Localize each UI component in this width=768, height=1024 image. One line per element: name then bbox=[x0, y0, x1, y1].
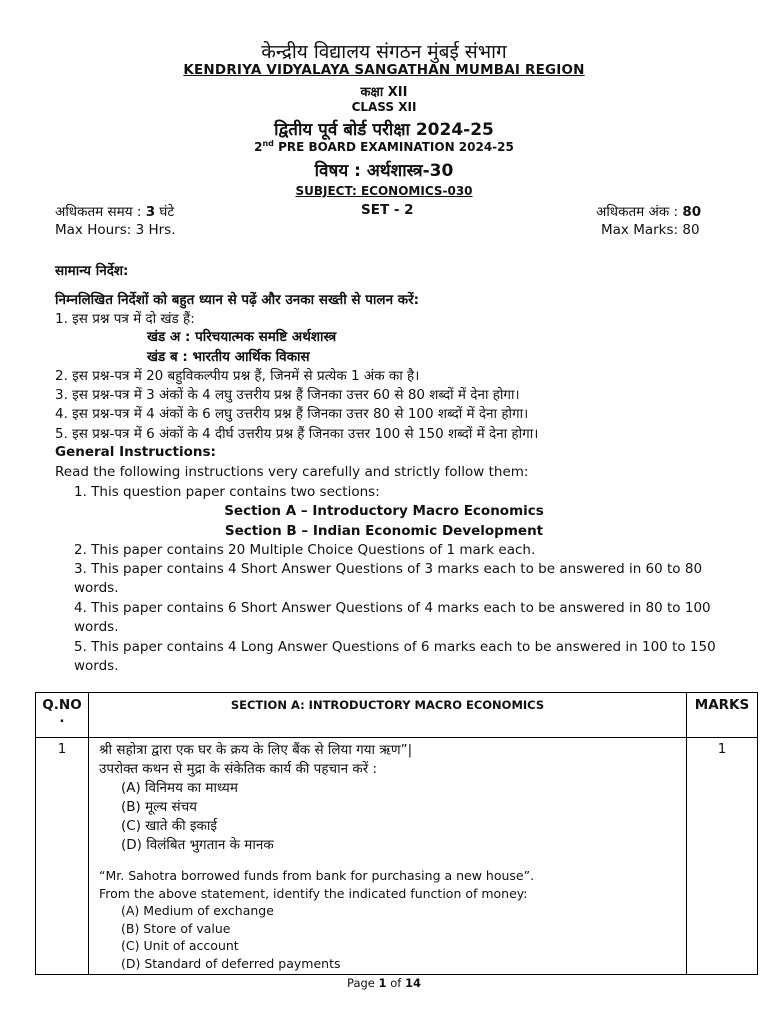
max-marks-label: अधिकतम अंक : bbox=[596, 204, 683, 220]
question-number: 1 bbox=[36, 738, 89, 975]
option-en-a: (A) Medium of exchange bbox=[121, 903, 274, 918]
exam-title-rest: PRE BOARD EXAMINATION 2024-25 bbox=[273, 140, 514, 154]
max-time-hindi bbox=[55, 202, 174, 220]
max-marks-hindi bbox=[596, 202, 701, 220]
option-hi-a: (A) विनिमय का माध्यम bbox=[121, 780, 238, 796]
footer-prefix: Page bbox=[347, 976, 379, 990]
question-body bbox=[89, 738, 687, 975]
org-title-hindi: केन्द्रीय विद्यालय संगठन मुंबई संभाग bbox=[261, 41, 507, 63]
question-marks: 1 bbox=[687, 738, 758, 975]
set-number: SET - 2 bbox=[361, 202, 414, 218]
max-time-value: 3 bbox=[145, 204, 156, 220]
instruction-en-2: 2. This paper contains 20 Multiple Choice Questions of 1 mark each. bbox=[74, 542, 536, 558]
footer-page-number: 1 bbox=[378, 976, 387, 990]
option-hi-c: (C) खाते की इकाई bbox=[121, 818, 218, 834]
exam-title-hindi: द्वितीय पूर्व बोर्ड परीक्षा 2024-25 bbox=[274, 120, 494, 140]
section-a-hindi: खंड अ : परिचयात्मक समष्टि अर्थशास्त्र bbox=[147, 329, 337, 345]
question-table bbox=[35, 692, 758, 975]
table-row bbox=[36, 738, 758, 975]
instructions-intro-english: Read the following instructions very carefully and strictly follow them: bbox=[55, 464, 529, 480]
header-qno bbox=[36, 693, 89, 738]
option-hi-d: (D) विलंबित भुगतान के मानक bbox=[121, 837, 274, 853]
class-hindi: कक्षा XII bbox=[360, 85, 408, 100]
instruction-hi-1: 1. इस प्रश्न पत्र में दो खंड हैं: bbox=[55, 311, 195, 327]
max-marks-value: 80 bbox=[682, 204, 702, 220]
section-a-english: Section A – Introductory Macro Economics bbox=[224, 503, 544, 519]
subject-english: SUBJECT: ECONOMICS-030 bbox=[295, 184, 473, 198]
option-hi-b: (B) मूल्य संचय bbox=[121, 799, 197, 815]
instruction-hi-4: 4. इस प्रश्न-पत्र में 4 अंकों के 6 लघु उत्तरीय प्रश्न हैं जिनका उत्तर 80 से 100 शब्दों में देना होगा। bbox=[55, 406, 529, 422]
header-qno-dot: . bbox=[59, 710, 65, 726]
org-title-english: KENDRIYA VIDYALAYA SANGATHAN MUMBAI REGION bbox=[183, 62, 585, 78]
instructions-heading-english: General Instructions: bbox=[55, 444, 216, 460]
question-en-line2: From the above statement, identify the indicated function of money: bbox=[99, 885, 528, 901]
section-b-hindi: खंड ब : भारतीय आर्थिक विकास bbox=[147, 349, 310, 365]
question-en-line1: “Mr. Sahotra borrowed funds from bank for purchasing a new house”. bbox=[99, 868, 535, 883]
header-qno-label: Q.NO bbox=[42, 697, 82, 713]
max-marks-english: Max Marks: 80 bbox=[601, 222, 700, 238]
question-hi-line1: श्री सहोत्रा द्वारा एक घर के क्रय के लिए बैंक से लिया गया ऋण”| bbox=[99, 742, 413, 758]
subject-hindi: विषय : अर्थशास्त्र-30 bbox=[314, 161, 454, 181]
instruction-en-3a: 3. This paper contains 4 Short Answer Questions of 3 marks each to be answered in 60 to 80 bbox=[74, 561, 703, 577]
instruction-hi-2: 2. इस प्रश्न-पत्र में 20 बहुविकल्पीय प्रश्न हैं, जिनमें से प्रत्येक 1 अंक का है। bbox=[55, 368, 420, 384]
page-footer bbox=[0, 976, 768, 990]
instruction-en-4a: 4. This paper contains 6 Short Answer Questions of 4 marks each to be answered in 80 to 100 bbox=[74, 600, 711, 616]
header-section: SECTION A: INTRODUCTORY MACRO ECONOMICS bbox=[89, 693, 687, 738]
exam-title-english bbox=[0, 139, 768, 154]
instruction-hi-3: 3. इस प्रश्न-पत्र में 3 अंकों के 4 लघु उत्तरीय प्रश्न हैं जिनका उत्तर 60 से 80 शब्दों में देना होगा। bbox=[55, 387, 520, 403]
instruction-en-4b: words. bbox=[74, 619, 119, 635]
footer-of: of bbox=[386, 976, 405, 990]
option-en-c: (C) Unit of account bbox=[121, 938, 239, 953]
section-b-english: Section B – Indian Economic Development bbox=[224, 523, 544, 539]
option-en-d: (D) Standard of deferred payments bbox=[121, 955, 341, 971]
class-english: CLASS XII bbox=[351, 100, 417, 114]
question-hi-line2: उपरोक्त कथन से मुद्रा के संकेतिक कार्य की पहचान करें : bbox=[99, 761, 378, 777]
max-time-unit: घंटे bbox=[155, 204, 175, 220]
max-hours-english: Max Hours: 3 Hrs. bbox=[55, 222, 176, 238]
instruction-hi-5: 5. इस प्रश्न-पत्र में 6 अंकों के 4 दीर्घ उत्तरीय प्रश्न हैं जिनका उत्तर 100 से 150 शब्दों में देना होगा। bbox=[55, 426, 539, 442]
max-time-label: अधिकतम समय : bbox=[55, 204, 146, 220]
header-marks: MARKS bbox=[687, 693, 758, 738]
table-header-row bbox=[36, 693, 758, 738]
option-en-b: (B) Store of value bbox=[121, 920, 231, 936]
instruction-en-1: 1. This question paper contains two sections: bbox=[74, 484, 380, 500]
instructions-heading-hindi: सामान्य निर्देश: bbox=[55, 263, 129, 279]
instructions-intro-hindi: निम्नलिखित निर्देशों को बहुत ध्यान से पढ़ें और उनका सख्ती से पालन करें: bbox=[55, 292, 420, 308]
exam-ordinal-suffix: nd bbox=[262, 139, 274, 148]
instruction-en-5a: 5. This paper contains 4 Long Answer Questions of 6 marks each to be answered in 100 to 150 bbox=[74, 639, 716, 655]
exam-ordinal: 2 bbox=[254, 140, 263, 154]
instruction-en-3b: words. bbox=[74, 580, 119, 596]
footer-total-pages: 14 bbox=[404, 976, 421, 990]
instruction-en-5b: words. bbox=[74, 658, 119, 674]
